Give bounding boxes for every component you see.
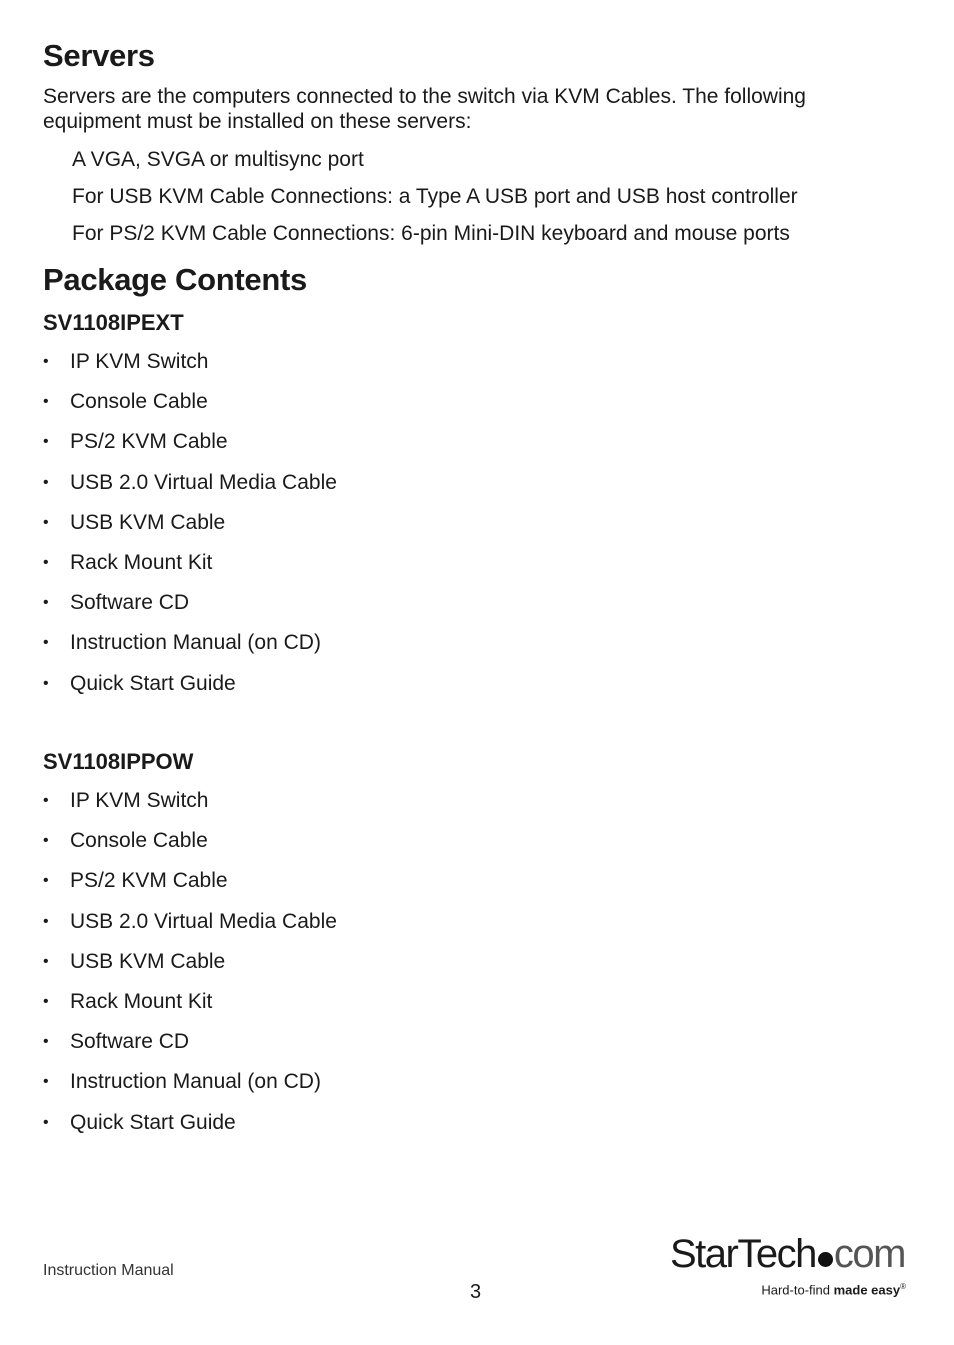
tagline-bold: made easy (833, 1282, 901, 1298)
item-label: Software CD (70, 1030, 190, 1054)
servers-intro: Servers are the computers connected to the switch via KVM Cables. The following equipment must be installed on these servers: (43, 85, 806, 133)
item-label: USB KVM Cable (70, 949, 226, 973)
list-item (43, 828, 337, 868)
item-label: USB 2.0 Virtual Media Cable (70, 470, 337, 494)
list-item (43, 949, 337, 989)
list-item (43, 909, 337, 949)
logo-dot-icon (818, 1252, 833, 1267)
list-item (43, 550, 337, 590)
model-name: SV1108IPEXT (43, 310, 184, 335)
bullet-icon: • (43, 792, 49, 809)
bullet-icon: • (43, 433, 49, 451)
logo-tagline (761, 1282, 906, 1297)
item-label: USB 2.0 Virtual Media Cable (70, 909, 337, 933)
list-item (43, 590, 337, 630)
list-item (43, 510, 337, 550)
item-label: Rack Mount Kit (70, 550, 213, 574)
bullet-icon: • (43, 1113, 49, 1131)
requirement-item: For USB KVM Cable Connections: a Type A USB port and USB host controller (72, 185, 798, 208)
bullet-icon: • (43, 952, 49, 970)
tagline-prefix: Hard-to-find (761, 1282, 834, 1298)
requirement-item: A VGA, SVGA or multisync port (72, 148, 364, 171)
item-label: Console Cable (70, 829, 208, 853)
item-label: PS/2 KVM Cable (70, 430, 228, 454)
footer-label: Instruction Manual (43, 1262, 174, 1279)
list-item (43, 671, 337, 711)
list-item (43, 389, 337, 429)
list-item (43, 349, 337, 389)
servers-heading: Servers (43, 38, 155, 73)
logo-wordmark (670, 1232, 905, 1276)
bullet-icon: • (43, 553, 49, 571)
bullet-icon: • (43, 1073, 49, 1091)
list-item (43, 470, 337, 510)
list-item (43, 788, 337, 828)
page-number: 3 (470, 1281, 482, 1303)
package-list-sv1108ippow (43, 788, 337, 1150)
item-label: IP KVM Switch (70, 789, 209, 812)
logo-main-text: StarTech (670, 1232, 816, 1276)
list-item (43, 1029, 337, 1069)
bullet-icon: • (43, 1033, 49, 1051)
list-item (43, 1110, 337, 1150)
bullet-icon: • (43, 473, 49, 491)
item-label: PS/2 KVM Cable (70, 869, 228, 893)
startech-logo (670, 1232, 910, 1304)
item-label: IP KVM Switch (70, 350, 209, 373)
list-item (43, 868, 337, 908)
bullet-icon: • (43, 634, 49, 652)
item-label: Rack Mount Kit (70, 989, 213, 1013)
item-label: Software CD (70, 591, 190, 615)
bullet-icon: • (43, 832, 49, 850)
list-item (43, 989, 337, 1029)
bullet-icon: • (43, 353, 49, 370)
item-label: Console Cable (70, 390, 208, 414)
bullet-icon: • (43, 872, 49, 890)
package-contents-heading: Package Contents (43, 262, 307, 297)
item-label: USB KVM Cable (70, 510, 226, 534)
item-label: Instruction Manual (on CD) (70, 1070, 321, 1094)
list-item (43, 1069, 337, 1109)
bullet-icon: • (43, 992, 49, 1010)
item-label: Instruction Manual (on CD) (70, 631, 321, 655)
item-label: Quick Start Guide (70, 1110, 236, 1134)
bullet-icon: • (43, 393, 49, 411)
bullet-icon: • (43, 912, 49, 930)
bullet-icon: • (43, 513, 49, 531)
requirement-item: For PS/2 KVM Cable Connections: 6-pin Mini-DIN keyboard and mouse ports (72, 222, 790, 245)
bullet-icon: • (43, 674, 49, 692)
item-label: Quick Start Guide (70, 671, 236, 695)
bullet-icon: • (43, 594, 49, 612)
list-item (43, 630, 337, 670)
package-list-sv1108ipext (43, 349, 337, 711)
model-name: SV1108IPPOW (43, 749, 194, 774)
list-item (43, 429, 337, 469)
registered-mark: ® (900, 1282, 906, 1291)
logo-suffix-text: com (833, 1232, 905, 1276)
